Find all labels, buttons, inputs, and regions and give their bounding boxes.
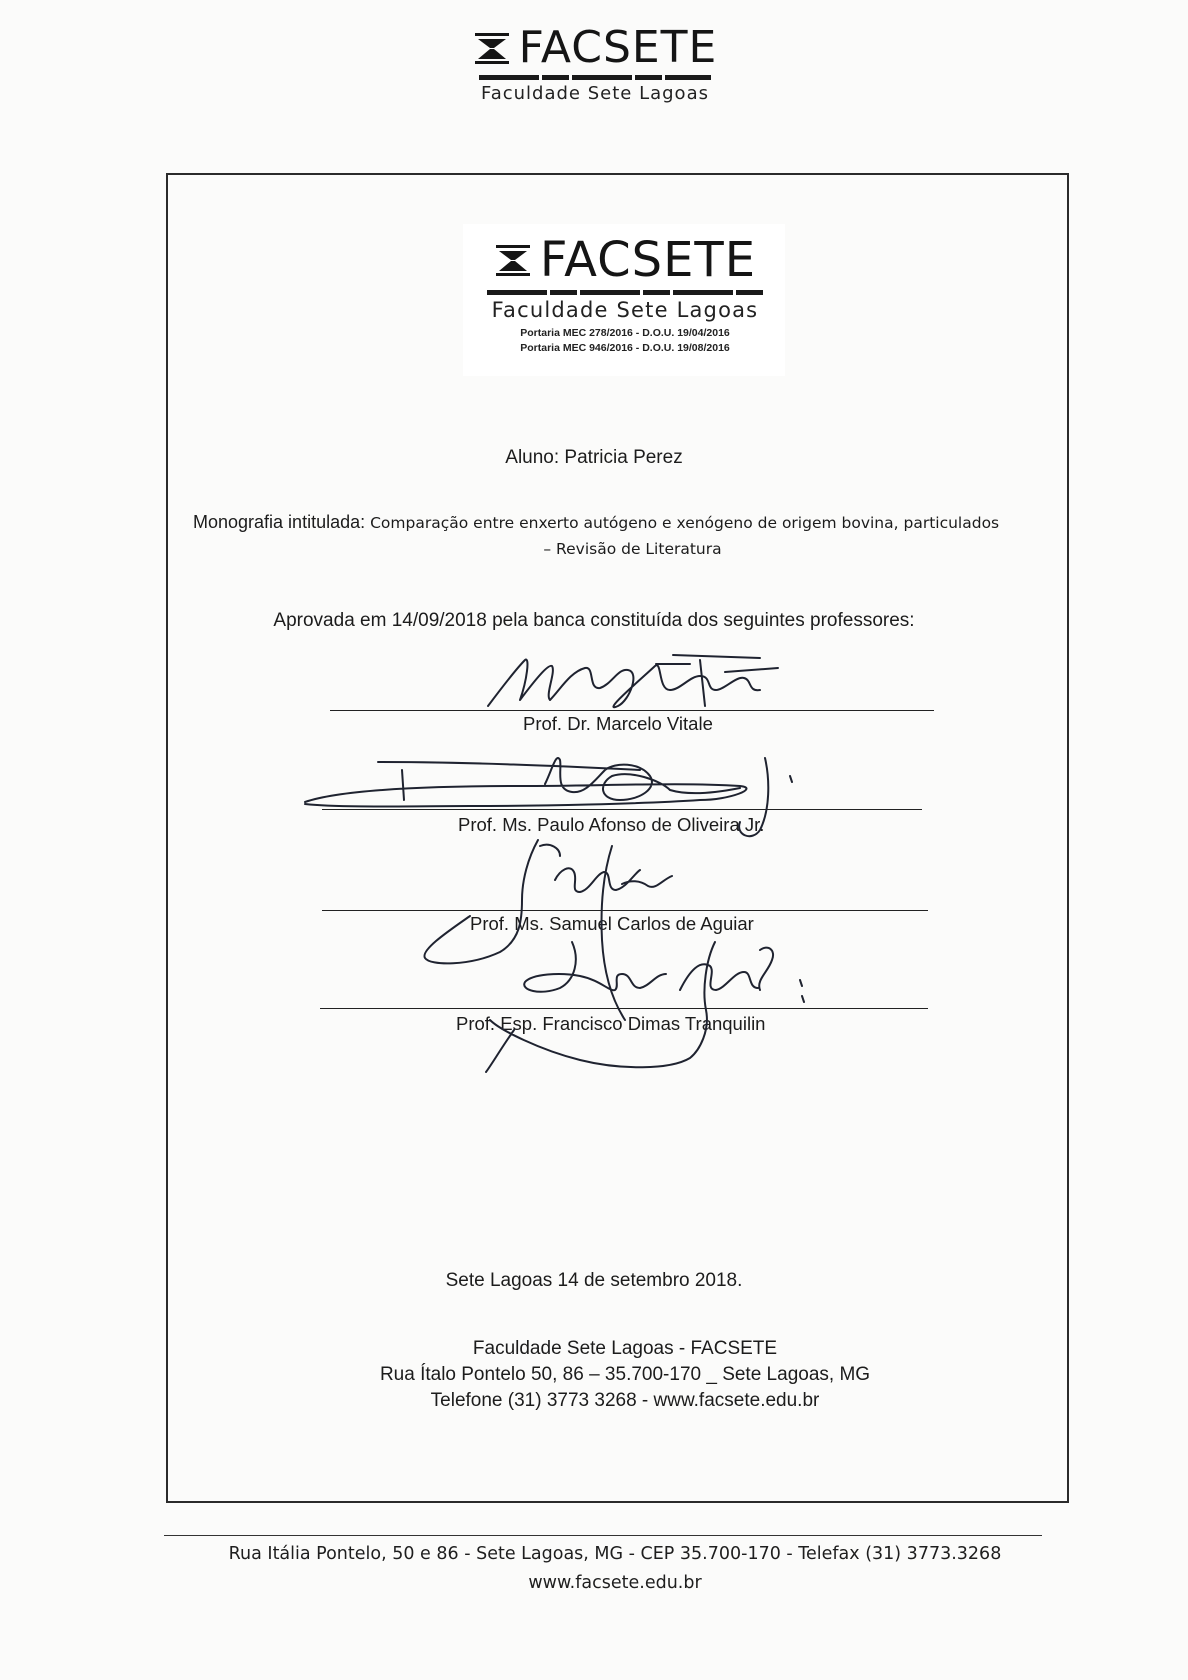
monograph-title-1: Comparação entre enxerto autógeno e xenógeno de origem bovina, particulados bbox=[370, 514, 1000, 532]
professor-name-3: Prof. Ms. Samuel Carlos de Aguiar bbox=[470, 913, 754, 934]
student-line: Aluno: Patricia Perez bbox=[505, 447, 683, 468]
monograph-label: Monografia intitulada: bbox=[193, 512, 371, 532]
signature-line-4 bbox=[320, 1008, 928, 1009]
portaria-line-1: Portaria MEC 278/2016 - D.O.U. 19/04/2016 bbox=[520, 327, 730, 339]
inner-logo bbox=[470, 232, 780, 356]
monograph-line-1 bbox=[193, 512, 999, 533]
institution-address: Rua Ítalo Pontelo 50, 86 – 35.700-170 _ Sete Lagoas, MG bbox=[379, 1364, 871, 1385]
footer-rule bbox=[164, 1535, 1042, 1536]
professor-name-1: Prof. Dr. Marcelo Vitale bbox=[523, 713, 713, 734]
signature-line-2 bbox=[322, 809, 922, 810]
monograph-title-2: – Revisão de Literatura bbox=[543, 540, 722, 558]
professor-name-2: Prof. Ms. Paulo Afonso de Oliveira Jr. bbox=[458, 814, 765, 835]
facsete-logo-icon bbox=[494, 243, 532, 277]
letterhead-logo bbox=[440, 22, 750, 104]
place-date: Sete Lagoas 14 de setembro 2018. bbox=[445, 1270, 743, 1291]
professor-name-4: Prof. Esp. Francisco Dimas Tranquilin bbox=[456, 1013, 766, 1034]
facsete-logo-icon bbox=[473, 31, 511, 65]
logo-rule bbox=[479, 75, 711, 80]
inner-logo-rule bbox=[487, 290, 763, 295]
institution-name: Faculdade Sete Lagoas - FACSETE bbox=[472, 1338, 778, 1359]
inner-logo-wordmark: FACSETE bbox=[539, 232, 757, 288]
institution-contact: Telefone (31) 3773 3268 - www.facsete.edu.br bbox=[430, 1390, 820, 1411]
portaria-block bbox=[470, 326, 780, 356]
portaria-line-2: Portaria MEC 946/2016 - D.O.U. 19/08/2016 bbox=[520, 342, 730, 354]
logo-subtitle: Faculdade Sete Lagoas bbox=[481, 83, 709, 104]
signature-line-3 bbox=[322, 910, 928, 911]
inner-logo-subtitle: Faculdade Sete Lagoas bbox=[491, 298, 759, 322]
approval-line: Aprovada em 14/09/2018 pela banca constituída dos seguintes professores: bbox=[273, 610, 915, 631]
footer-address: Rua Itália Pontelo, 50 e 86 - Sete Lagoas, MG - CEP 35.700-170 - Telefax (31) 3773.3268 bbox=[228, 1544, 1002, 1564]
logo-wordmark: FACSETE bbox=[518, 22, 718, 73]
signature-line-1 bbox=[330, 710, 934, 711]
footer-website: www.facsete.edu.br bbox=[528, 1573, 702, 1593]
